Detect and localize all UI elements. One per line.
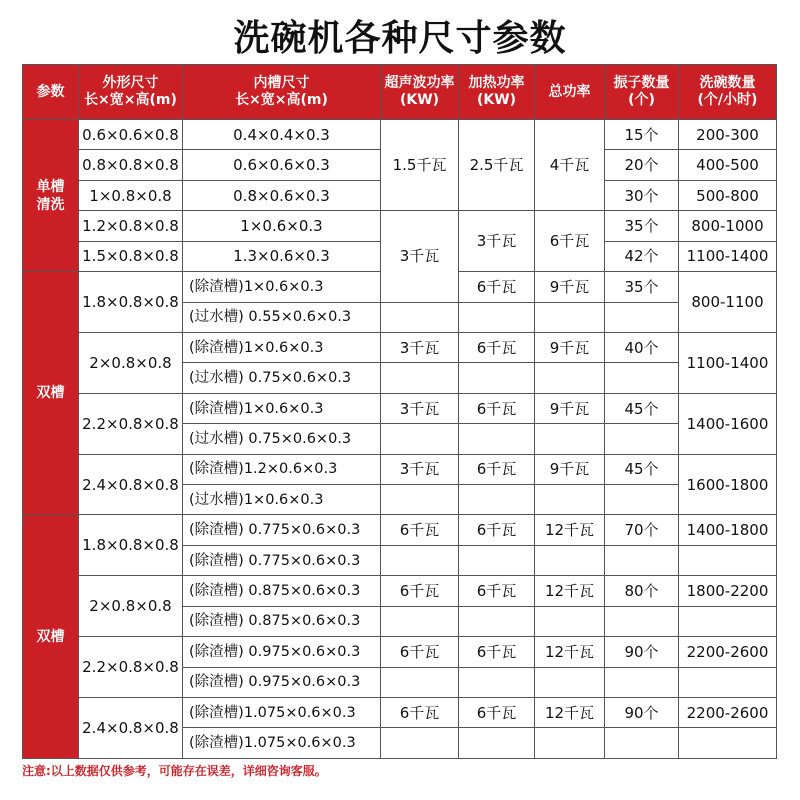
heating-power-cell: 2.5千瓦 (459, 120, 535, 211)
outer-size-cell: 2.4×0.8×0.8 (79, 454, 183, 515)
inner-size-cell: (过水槽) 0.75×0.6×0.3 (183, 363, 381, 393)
inner-size-cell: 1×0.6×0.3 (183, 211, 381, 241)
ultrasonic-power-cell: 3千瓦 (381, 454, 459, 484)
outer-size-cell: 2×0.8×0.8 (79, 576, 183, 637)
vibrator-count-cell (605, 363, 679, 393)
heating-power-cell (459, 424, 535, 454)
header-inner-size: 内槽尺寸 长×宽×高(m) (183, 65, 381, 120)
vibrator-count-cell: 40个 (605, 332, 679, 362)
wash-count-cell: 1100-1400 (679, 241, 777, 271)
category-double-tank-2: 双槽 (23, 515, 79, 759)
heating-power-cell (459, 728, 535, 759)
vibrator-count-cell: 20个 (605, 150, 679, 180)
vibrator-count-cell (605, 302, 679, 332)
heating-power-cell: 6千瓦 (459, 515, 535, 545)
ultrasonic-power-cell (381, 545, 459, 575)
wash-count-cell (679, 606, 777, 636)
category-single-tank: 单槽 清洗 (23, 120, 79, 272)
wash-count-cell: 1100-1400 (679, 332, 777, 393)
inner-size-cell: (除渣槽) 0.875×0.6×0.3 (183, 576, 381, 606)
outer-size-cell: 2.4×0.8×0.8 (79, 698, 183, 759)
heating-power-cell (459, 545, 535, 575)
ultrasonic-power-cell: 6千瓦 (381, 515, 459, 545)
heating-power-cell (459, 667, 535, 697)
total-power-cell: 9千瓦 (535, 332, 605, 362)
header-outer-size: 外形尺寸 长×宽×高(m) (79, 65, 183, 120)
ultrasonic-power-cell (381, 667, 459, 697)
inner-size-cell: 0.8×0.6×0.3 (183, 180, 381, 210)
total-power-cell (535, 302, 605, 332)
vibrator-count-cell (605, 545, 679, 575)
total-power-cell (535, 545, 605, 575)
total-power-cell: 9千瓦 (535, 272, 605, 302)
disclaimer-note: 注意:以上数据仅供参考，可能存在误差，详细咨询客服。 (22, 764, 327, 778)
total-power-cell (535, 667, 605, 697)
total-power-cell (535, 606, 605, 636)
inner-size-cell: 0.4×0.4×0.3 (183, 120, 381, 150)
inner-size-cell: (除渣槽) 0.975×0.6×0.3 (183, 637, 381, 667)
wash-count-cell: 1800-2200 (679, 576, 777, 606)
ultrasonic-power-cell (381, 485, 459, 515)
inner-size-cell: 0.6×0.6×0.3 (183, 150, 381, 180)
vibrator-count-cell (605, 606, 679, 636)
vibrator-count-cell (605, 485, 679, 515)
outer-size-cell: 0.6×0.6×0.8 (79, 120, 183, 150)
wash-count-cell: 800-1000 (679, 211, 777, 241)
vibrator-count-cell: 35个 (605, 211, 679, 241)
total-power-cell: 4千瓦 (535, 120, 605, 211)
inner-size-cell: (过水槽)1×0.6×0.3 (183, 485, 381, 515)
outer-size-cell: 1×0.8×0.8 (79, 180, 183, 210)
vibrator-count-cell (605, 424, 679, 454)
ultrasonic-power-cell: 6千瓦 (381, 698, 459, 728)
wash-count-cell: 200-300 (679, 120, 777, 150)
header-row (23, 65, 777, 120)
inner-size-cell: (除渣槽)1×0.6×0.3 (183, 272, 381, 302)
wash-count-cell (679, 728, 777, 759)
ultrasonic-power-cell (381, 363, 459, 393)
inner-size-cell: (除渣槽)1.075×0.6×0.3 (183, 698, 381, 728)
vibrator-count-cell: 45个 (605, 454, 679, 484)
wash-count-cell: 1600-1800 (679, 454, 777, 515)
vibrator-count-cell: 42个 (605, 241, 679, 271)
heating-power-cell: 6千瓦 (459, 576, 535, 606)
wash-count-cell: 800-1100 (679, 272, 777, 333)
outer-size-cell: 1.5×0.8×0.8 (79, 241, 183, 271)
vibrator-count-cell (605, 728, 679, 759)
heating-power-cell (459, 485, 535, 515)
heating-power-cell: 6千瓦 (459, 272, 535, 302)
ultrasonic-power-cell (381, 606, 459, 636)
vibrator-count-cell: 90个 (605, 698, 679, 728)
wash-count-cell: 500-800 (679, 180, 777, 210)
ultrasonic-power-cell (381, 424, 459, 454)
vibrator-count-cell: 35个 (605, 272, 679, 302)
wash-count-cell: 1400-1800 (679, 515, 777, 545)
total-power-cell (535, 424, 605, 454)
outer-size-cell: 2.2×0.8×0.8 (79, 393, 183, 454)
inner-size-cell: (过水槽) 0.55×0.6×0.3 (183, 302, 381, 332)
vibrator-count-cell: 70个 (605, 515, 679, 545)
outer-size-cell: 1.8×0.8×0.8 (79, 515, 183, 576)
table-row (23, 698, 777, 728)
ultrasonic-power-cell: 3千瓦 (381, 393, 459, 423)
vibrator-count-cell: 80个 (605, 576, 679, 606)
header-ultrasonic-power: 超声波功率 (KW) (381, 65, 459, 120)
outer-size-cell: 2×0.8×0.8 (79, 332, 183, 393)
table-row (23, 211, 777, 241)
category-double-tank: 双槽 (23, 272, 79, 515)
heating-power-cell: 3千瓦 (459, 211, 535, 272)
vibrator-count-cell: 90个 (605, 637, 679, 667)
wash-count-cell: 2200-2600 (679, 698, 777, 728)
heating-power-cell: 6千瓦 (459, 332, 535, 362)
heating-power-cell: 6千瓦 (459, 637, 535, 667)
total-power-cell: 9千瓦 (535, 454, 605, 484)
ultrasonic-power-cell: 1.5千瓦 (381, 120, 459, 211)
table-row (23, 393, 777, 423)
vibrator-count-cell: 15个 (605, 120, 679, 150)
total-power-cell: 12千瓦 (535, 515, 605, 545)
wash-count-cell: 400-500 (679, 150, 777, 180)
inner-size-cell: (除渣槽)1×0.6×0.3 (183, 332, 381, 362)
inner-size-cell: (除渣槽)1×0.6×0.3 (183, 393, 381, 423)
ultrasonic-power-cell: 6千瓦 (381, 576, 459, 606)
header-heating-power: 加热功率 (KW) (459, 65, 535, 120)
inner-size-cell: (除渣槽) 0.775×0.6×0.3 (183, 515, 381, 545)
header-wash-count: 洗碗数量 (个/小时) (679, 65, 777, 120)
total-power-cell: 12千瓦 (535, 637, 605, 667)
total-power-cell (535, 728, 605, 759)
outer-size-cell: 1.8×0.8×0.8 (79, 272, 183, 333)
inner-size-cell: (除渣槽)1.2×0.6×0.3 (183, 454, 381, 484)
header-vibrator-count: 振子数量 (个) (605, 65, 679, 120)
inner-size-cell: (过水槽) 0.75×0.6×0.3 (183, 424, 381, 454)
vibrator-count-cell: 45个 (605, 393, 679, 423)
ultrasonic-power-cell: 3千瓦 (381, 211, 459, 302)
vibrator-count-cell: 30个 (605, 180, 679, 210)
ultrasonic-power-cell: 6千瓦 (381, 637, 459, 667)
total-power-cell: 12千瓦 (535, 576, 605, 606)
ultrasonic-power-cell: 3千瓦 (381, 332, 459, 362)
total-power-cell: 6千瓦 (535, 211, 605, 272)
table-row (23, 120, 777, 150)
spec-table (22, 64, 777, 759)
table-row (23, 332, 777, 362)
wash-count-cell: 1400-1600 (679, 393, 777, 454)
wash-count-cell: 2200-2600 (679, 637, 777, 667)
outer-size-cell: 1.2×0.8×0.8 (79, 211, 183, 241)
page-title: 洗碗机各种尺寸参数 (233, 18, 567, 59)
wash-count-cell (679, 667, 777, 697)
outer-size-cell: 2.2×0.8×0.8 (79, 637, 183, 698)
inner-size-cell: (除渣槽) 0.975×0.6×0.3 (183, 667, 381, 697)
wash-count-cell (679, 545, 777, 575)
header-param: 参数 (23, 65, 79, 120)
ultrasonic-power-cell (381, 302, 459, 332)
heating-power-cell (459, 302, 535, 332)
table-row (23, 515, 777, 545)
total-power-cell: 12千瓦 (535, 698, 605, 728)
heating-power-cell: 6千瓦 (459, 698, 535, 728)
total-power-cell (535, 485, 605, 515)
outer-size-cell: 0.8×0.8×0.8 (79, 150, 183, 180)
table-row (23, 637, 777, 667)
heating-power-cell: 6千瓦 (459, 393, 535, 423)
heating-power-cell (459, 606, 535, 636)
inner-size-cell: (除渣槽) 0.775×0.6×0.3 (183, 545, 381, 575)
total-power-cell (535, 363, 605, 393)
header-total-power: 总功率 (535, 65, 605, 120)
inner-size-cell: (除渣槽) 0.875×0.6×0.3 (183, 606, 381, 636)
table-row (23, 576, 777, 606)
inner-size-cell: (除渣槽)1.075×0.6×0.3 (183, 728, 381, 759)
table-row (23, 454, 777, 484)
ultrasonic-power-cell (381, 728, 459, 759)
inner-size-cell: 1.3×0.6×0.3 (183, 241, 381, 271)
vibrator-count-cell (605, 667, 679, 697)
total-power-cell: 9千瓦 (535, 393, 605, 423)
heating-power-cell: 6千瓦 (459, 454, 535, 484)
heating-power-cell (459, 363, 535, 393)
